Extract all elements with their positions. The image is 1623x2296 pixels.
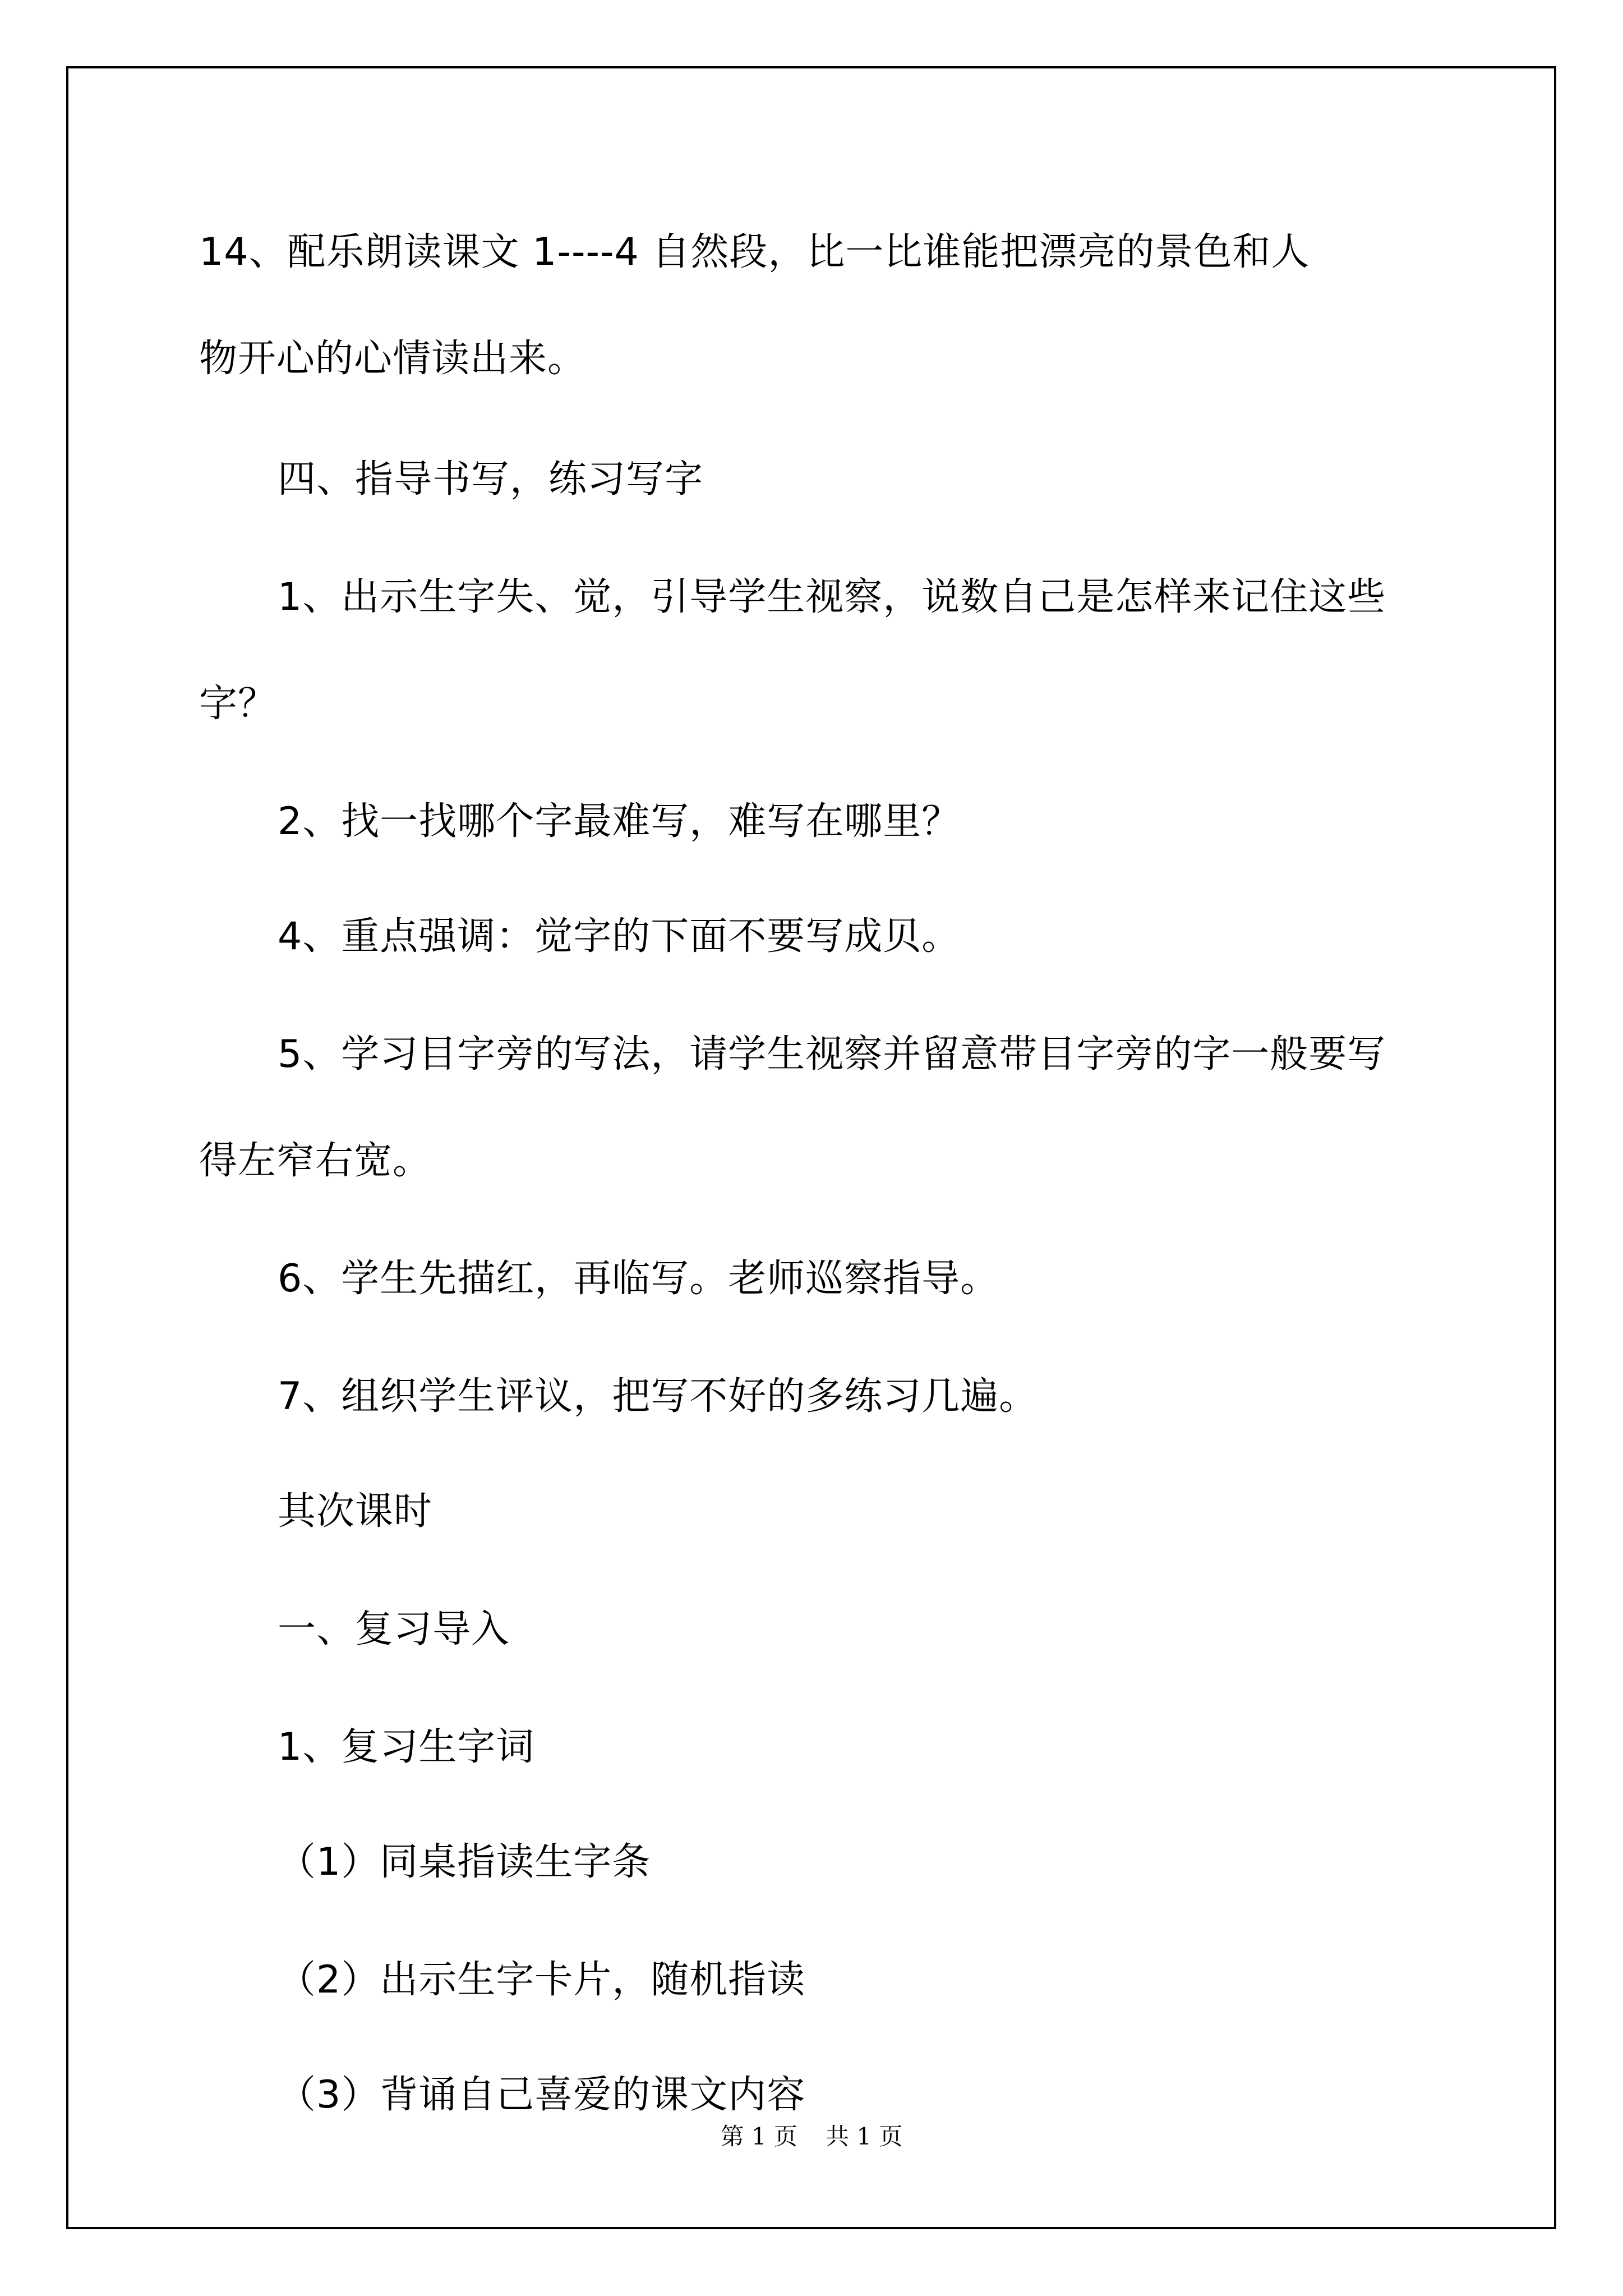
list-item-1: （1）同桌指读生字条 [278,1840,651,1884]
paragraph-6-line-2: 得左窄右宽。 [199,1139,432,1183]
paragraph-3-line-1: 1、出示生字失、觉，引导学生视察，说数自己是怎样来记住这些 [278,575,1386,619]
paragraph-6-line-1: 5、学习目字旁的写法，请学生视察并留意带目字旁的字一般要写 [278,1032,1386,1076]
paragraph-1-line-1: 14、配乐朗读课文 1----4 自然段，比一比谁能把漂亮的景色和人 [199,230,1310,274]
paragraph-8: 7、组织学生评议，把写不好的多练习几遍。 [278,1374,1038,1419]
page-number-total: 共 1 页 [826,2123,903,2150]
paragraph-3-line-2: 字？ [199,682,277,726]
list-item-3: （3）背诵自己喜爱的课文内容 [278,2073,806,2117]
paragraph-7: 6、学生先描红，再临写。老师巡察指导。 [278,1257,999,1301]
paragraph-1-line-2: 物开心的心情读出来。 [199,337,587,381]
section-heading-writing: 四、指导书写，练习写字 [278,457,704,501]
section-heading-second-lesson: 其次课时 [278,1489,433,1534]
paragraph-4: 2、找一找哪个字最难写，难写在哪里？ [278,799,961,844]
page-footer [0,2122,1623,2151]
paragraph-review-words: 1、复习生字词 [278,1725,535,1769]
list-item-2: （2）出示生字卡片，随机指读 [278,1958,806,2002]
section-heading-review: 一、复习导入 [278,1607,510,1651]
page-number-current: 第 1 页 [720,2123,797,2150]
paragraph-5: 4、重点强调：觉字的下面不要写成贝。 [278,914,961,959]
